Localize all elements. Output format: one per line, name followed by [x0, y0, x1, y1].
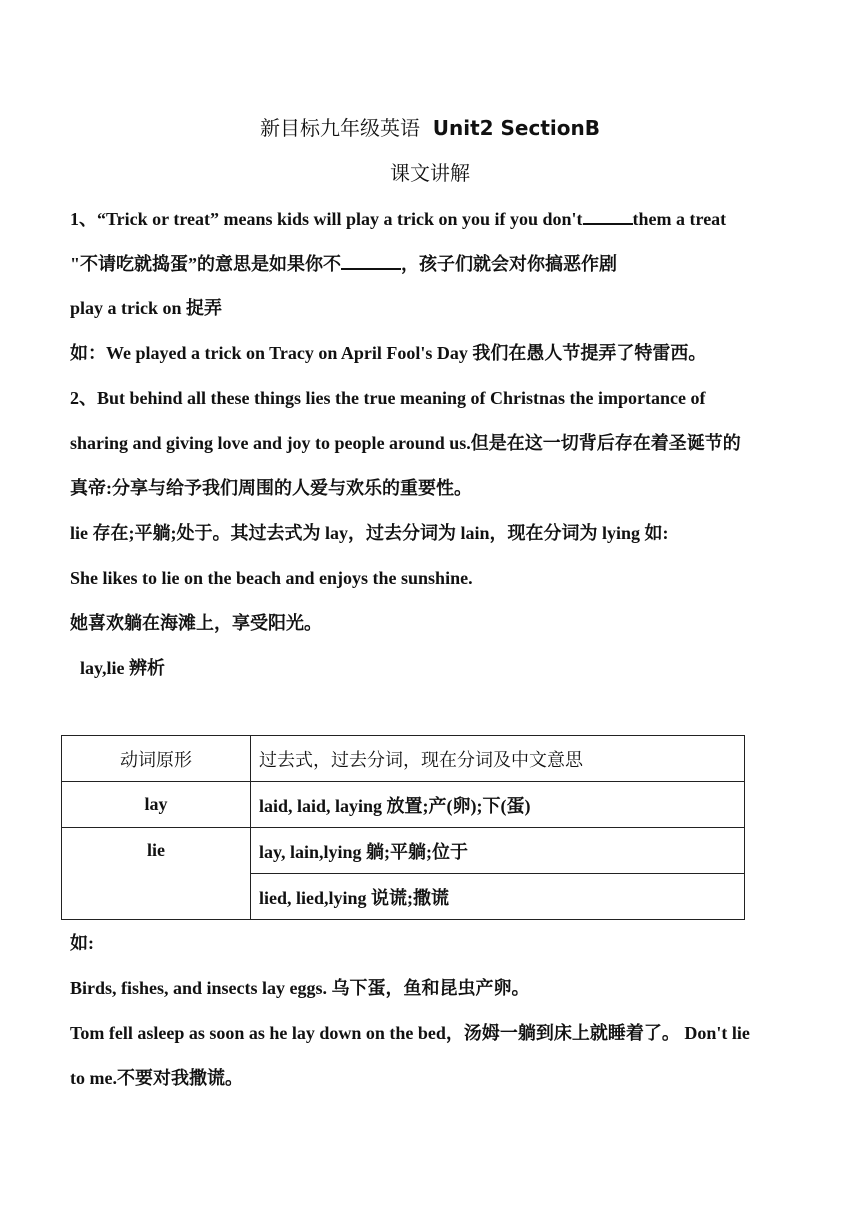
verb-forms-table: [61, 735, 745, 920]
table-header-row: [62, 736, 745, 782]
paragraph-2: [70, 250, 840, 276]
example-sentence-4-continued: to me.不要对我撒谎。: [70, 1068, 243, 1088]
fill-in-blank-2: [341, 250, 401, 270]
paragraph-1: [70, 205, 840, 231]
paragraph-3-line-1: 2、But behind all these things lies the true meaning of Christnas the importance of: [70, 388, 706, 408]
table-header-cell: 过去式，过去分词，现在分词及中文意思: [251, 736, 745, 782]
page-subtitle: 课文讲解: [390, 161, 470, 185]
paragraph-2-text-a: "不请吃就捣蛋”的意思是如果你不: [70, 254, 341, 274]
forms-cell: lay, lain,lying 躺;平躺;位于: [251, 828, 745, 874]
verb-cell: lie: [62, 828, 251, 920]
phrase-definition: play a trick on 捉弄: [70, 298, 223, 318]
comparison-heading: lay,lie 辨析: [80, 658, 165, 678]
example-translation-2: 她喜欢躺在海滩上，享受阳光。: [70, 613, 322, 633]
paragraph-2-text-b: ，孩子们就会对你搞恶作剧: [401, 254, 617, 274]
examples-label: 如:: [70, 933, 94, 953]
paragraph-1-text-b: them a treat: [632, 209, 727, 229]
table-header-cell: 动词原形: [62, 736, 251, 782]
example-sentence-4: Tom fell asleep as soon as he lay down on the bed，汤姆一躺到床上就睡着了。 Don't lie: [70, 1023, 750, 1043]
example-sentence-1: 如：We played a trick on Tracy on April Fool's Day 我们在愚人节提弄了特雷西。: [70, 343, 707, 363]
example-sentence-3: Birds, fishes, and insects lay eggs. 乌下蛋，鱼和昆虫产卵。: [70, 978, 530, 998]
fill-in-blank-1: [583, 205, 633, 225]
forms-cell: lied, lied,lying 说谎;撒谎: [251, 874, 745, 920]
title-chinese: 新目标九年级英语: [260, 116, 421, 140]
lie-definition: lie 存在;平躺;处于。其过去式为 lay，过去分词为 lain，现在分词为 lying 如:: [70, 523, 669, 543]
paragraph-1-text-a: 1、“Trick or treat” means kids will play a trick on you if you don't: [70, 209, 583, 229]
forms-cell: laid, laid, laying 放置;产(卵);下(蛋): [251, 782, 745, 828]
title-english: Unit2 SectionB: [432, 116, 600, 140]
paragraph-3-line-2: sharing and giving love and joy to people around us.但是在这一切背后存在着圣诞节的: [70, 433, 741, 453]
verb-cell: lay: [62, 782, 251, 828]
table-row: [62, 782, 745, 828]
table-row: [62, 828, 745, 874]
page-title: [0, 115, 860, 141]
paragraph-3-line-3: 真帝:分享与给予我们周围的人爱与欢乐的重要性。: [70, 478, 472, 498]
example-sentence-2: She likes to lie on the beach and enjoys the sunshine.: [70, 568, 473, 588]
